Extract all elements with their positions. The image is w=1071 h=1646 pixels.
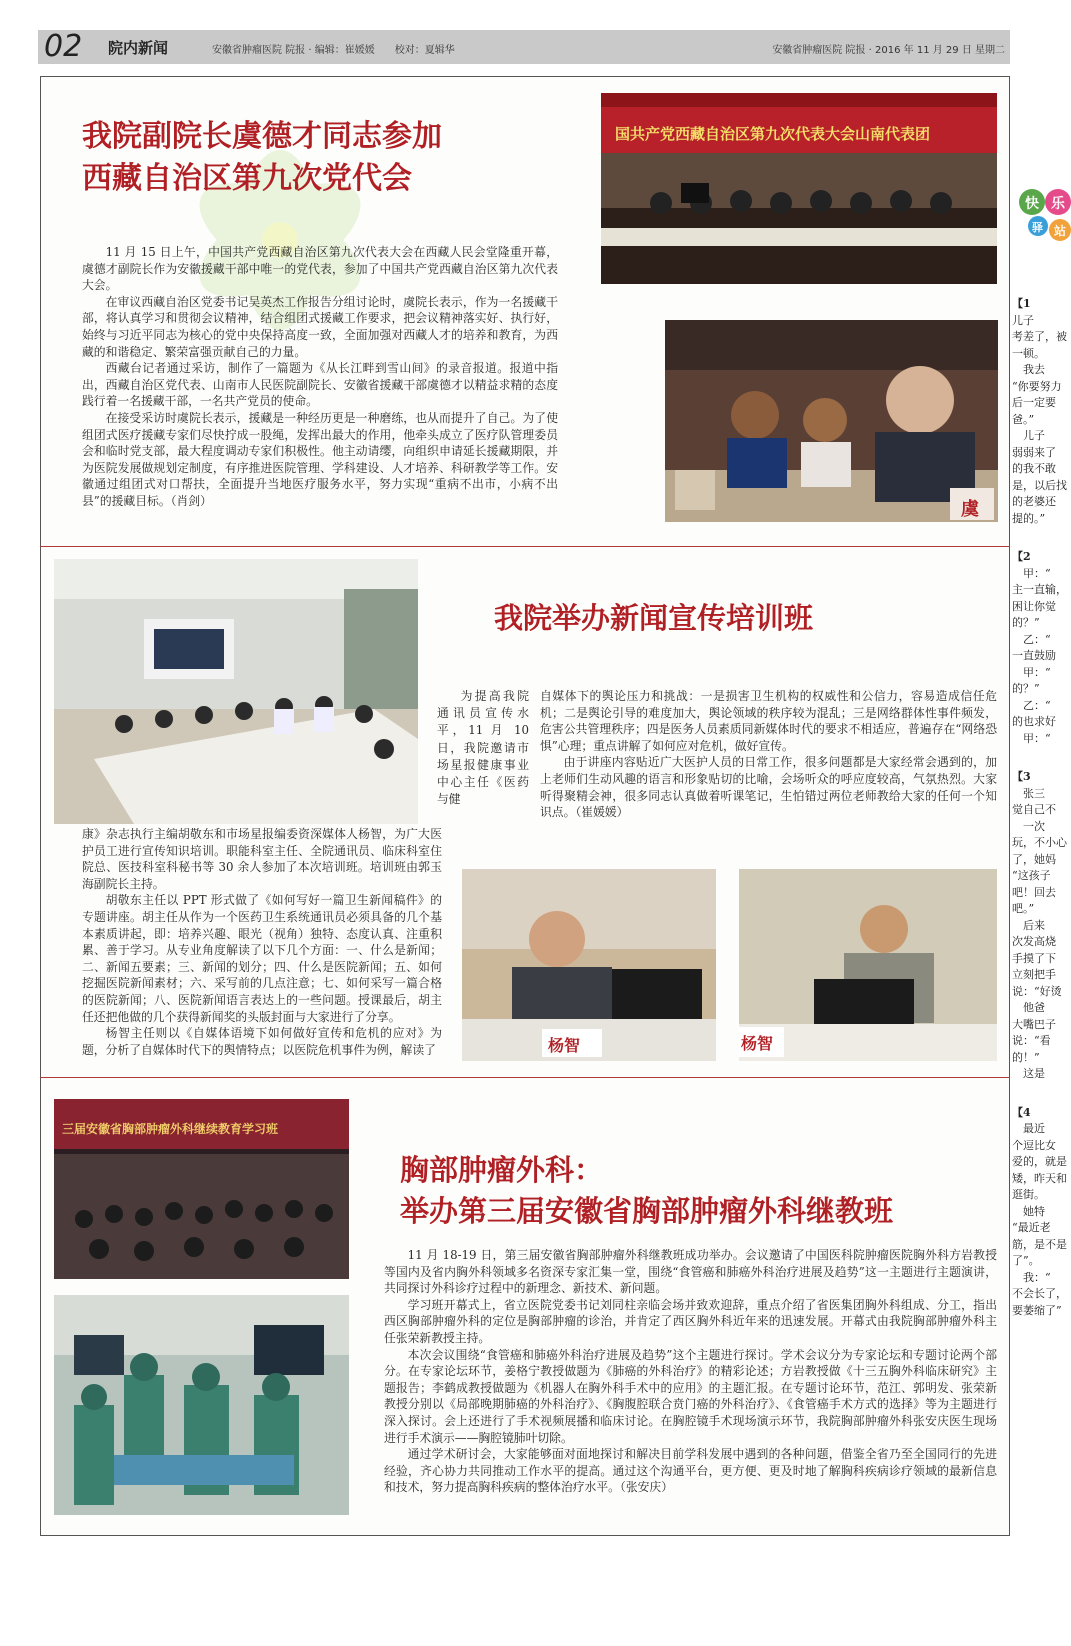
joke-line: 甲：“ — [1012, 731, 1051, 745]
joke-line: 吧。” — [1012, 902, 1035, 915]
joke-line: 乙：“ — [1012, 698, 1051, 712]
joke-line: 说：“看 — [1012, 1034, 1051, 1047]
article1-para: 11 月 15 日上午，中国共产党西藏自治区第九次代表大会在西藏人民会堂隆重开幕，虞德才副院长作为安徽援藏干部中唯一的党代表，参加了中国共产党西藏自治区第九次代表大会。 — [82, 245, 558, 293]
article3-body — [384, 1247, 997, 1496]
section-title: 院内新闻 — [108, 39, 169, 57]
joke-line: 主一直输， — [1012, 583, 1067, 596]
joke-heading: 【1 — [1012, 297, 1031, 310]
nameplate-text: 杨智 — [548, 1036, 581, 1055]
joke-line: 次发高烧 — [1012, 935, 1056, 948]
page-number: 02 — [44, 29, 83, 64]
joke-line: 了”。 — [1012, 1254, 1040, 1267]
divider — [40, 546, 1010, 547]
joke-line: 不会长了， — [1012, 1287, 1067, 1300]
joke-line: 说：“好烫 — [1012, 984, 1062, 998]
joke-line: “这孩子 — [1012, 869, 1051, 882]
article3-title-line1: 胸部肿瘤外科： — [400, 1153, 604, 1187]
joke-line: 张三 — [1012, 786, 1045, 800]
joke-line: 的？” — [1012, 616, 1040, 629]
header-right-meta: 安徽省肿瘤医院 院报 · 2016 年 11 月 29 日 星期二 — [772, 45, 1005, 56]
joke-line: 后来 — [1012, 918, 1045, 932]
joke-line: 考差了，被 — [1012, 330, 1067, 343]
article1-title-line2: 西藏自治区第九次党代会 — [82, 161, 412, 196]
joke-line: 爸。” — [1012, 412, 1035, 426]
joke-line: 最近 — [1012, 1122, 1045, 1135]
article1-title — [82, 116, 442, 200]
joke-line: 这是 — [1012, 1067, 1045, 1080]
article2-photo-speaker1 — [462, 869, 716, 1061]
article3-title-line2: 举办第三届安徽省胸部肿瘤外科继教班 — [400, 1194, 894, 1228]
joke-line: 吧！回去 — [1012, 885, 1056, 899]
article1-title-line1: 我院副院长虞德才同志参加 — [82, 119, 442, 154]
header-left-meta: 安徽省肿瘤医院 院报 · 编辑：崔媛媛 校对：夏辑华 — [212, 45, 455, 56]
article2-para: 康》杂志执行主编胡敬东和市场星报编委资深媒体人杨智，为广大医护员工进行宣传知识培训。职能科室主任、全院通讯员、临床科室住院总、医技科室科秘书等 30 余人参加了本次培训班。培训班由郭玉海副院长主持。 — [82, 827, 442, 891]
article3-title — [400, 1150, 893, 1232]
joke-line: 一顿。 — [1012, 346, 1045, 360]
article2-narrow-text: 为提高我院通讯员宣传水平，11 月 10 日，我院邀请市场星报健康事业中心主任《医药与健 — [437, 689, 529, 807]
joke-line: 的！” — [1012, 1050, 1040, 1064]
article2-narrow-col — [437, 688, 529, 808]
joke-line: 手摸了下 — [1012, 951, 1056, 965]
article3-para: 学习班开幕式上，省立医院党委书记刘同柱亲临会场并致欢迎辞，重点介绍了省医集团胸外科组成、分工，指出西区胸部肿瘤外科的定位是胸部肿瘤的诊治，并肯定了西区胸外科近年来的迅速发展。开幕式由我院胸部肿瘤外科主任张荣新教授主持。 — [384, 1297, 997, 1345]
photo-banner-text: 三届安徽省胸部肿瘤外科继续教育学习班 — [62, 1122, 279, 1136]
joke-line: 甲：“ — [1012, 665, 1051, 679]
photo-banner-text: 国共产党西藏自治区第九次代表大会山南代表团 — [615, 125, 931, 143]
joke-line: 儿子 — [1012, 429, 1045, 442]
joke-line: 我：“ — [1012, 1270, 1051, 1284]
joke-line: 他爸 — [1012, 1001, 1045, 1014]
joke-line: 的也求好 — [1012, 715, 1056, 728]
joke-line: 大嘴巴子 — [1012, 1017, 1056, 1031]
article2-para: 自媒体下的舆论压力和挑战：一是损害卫生机构的权威性和公信力，容易造成信任危机；二是舆论引导的难度加大，舆论领域的秩序较为混乱；三是网络群体性事件频发，危害公共管理秩序；四是医务人员素质同新媒体时代的要求不相适应，普遍存在“网络恐惧”心理；重点讲解了如何应对危机，做好宣传。 — [540, 689, 997, 753]
nameplate-text: 杨智 — [741, 1034, 774, 1053]
joke-line: 是，以后找 — [1012, 478, 1067, 492]
joke-line: 她特 — [1012, 1204, 1045, 1218]
joke-heading: 【4 — [1012, 1105, 1031, 1119]
article2-para: 胡敬东主任以 PPT 形式做了《如何写好一篇卫生新闻稿件》的专题讲座。胡主任从作为一个医药卫生系统通讯员必须具备的几个基本素质讲起，即：培养兴趣、眼光（视角）独特、态度认真、注重积累、善于学习。从专业角度解读了以下几个方面：一、什么是新闻；二、新闻五要素；三、新闻的划分；四、什么是医院新闻；五、如何挖掘医院新闻素材；六、采写前的几点注意；七、如何采写一篇合格的医院新闻；八、医院新闻语言表达上的一些问题。授课最后，胡主任还把他做的几个获得新闻奖的头版封面与大家进行了分享。 — [82, 893, 442, 1024]
joke-line: 后一定要 — [1012, 396, 1056, 409]
article2-para: 由于讲座内容贴近广大医护人员的日常工作，很多问题都是大家经常会遇到的，加上老师们生动风趣的语言和形象贴切的比喻，会场听众的呼应度较高，气氛热烈。大家听得聚精会神，很多同志认真做着听课笔记，生怕错过两位老师教给大家的任何一个知识点。（崔媛媛） — [540, 755, 997, 820]
article1-body — [82, 244, 558, 510]
joke-line: “最近老 — [1012, 1221, 1051, 1234]
joke-line: 逛街。 — [1012, 1188, 1045, 1201]
joke-line: 立刻把手 — [1012, 968, 1056, 981]
badge-char: 快 — [1025, 196, 1039, 212]
article1-para: 西藏台记者通过采访，制作了一篇题为《从长江畔到雪山间》的录音报道。报道中指出，西藏自治区党代表、山南市人民医院副院长、安徽省援藏干部虞德才以精益求精的态度践行着一名援藏干部，一名共产党员的使命。 — [82, 361, 558, 409]
article3-photo-surgery — [54, 1295, 349, 1515]
joke-heading: 【3 — [1012, 770, 1031, 783]
badge-char: 驿 — [1032, 221, 1043, 234]
article2-photo-speaker2 — [739, 869, 997, 1061]
joke-line: 筋，是不是 — [1012, 1237, 1067, 1251]
joke-line: 觉自己不 — [1012, 803, 1056, 816]
article1-para: 在审议西藏自治区党委书记吴英杰工作报告分组讨论时，虞院长表示，作为一名援藏干部，将认真学习和贯彻会议精神，结合组团式援藏工作要求，把会议精神落实好、执行好，始终与习近平同志为核心的党中央保持高度一致，全面加强对西藏人才的培养和教育，为西藏的和谐稳定、繁荣富强贡献自己的力量。 — [82, 294, 558, 359]
joke-line: 的？” — [1012, 682, 1040, 695]
joke-line: 弱弱来了 — [1012, 445, 1056, 459]
article1-photo-delegates — [665, 320, 998, 522]
article2-body-right — [540, 688, 997, 821]
jokes-column — [1012, 296, 1071, 1646]
joke-line: 乙：“ — [1012, 632, 1051, 646]
article2-body-left — [82, 826, 442, 1058]
joke-line: 的我不敢 — [1012, 462, 1056, 475]
happy-station-badge — [1018, 186, 1071, 256]
article1-photo-congress — [601, 93, 997, 284]
joke-line: 提的。” — [1012, 511, 1046, 525]
joke-line: 一直鼓励 — [1012, 649, 1056, 662]
joke-heading: 【2 — [1012, 550, 1031, 563]
joke-line: 了，她妈 — [1012, 852, 1056, 866]
joke-line: 爱的，就是 — [1012, 1155, 1067, 1168]
joke-line: 我去 — [1012, 363, 1045, 376]
joke-line: 儿子 — [1012, 313, 1034, 327]
article2-para: 杨智主任则以《自媒体语境下如何做好宣传和危机的应对》为题，分析了自媒体时代下的舆情特点；以医院危机事件为例，解读了 — [82, 1026, 442, 1057]
joke-line: 个逗比女 — [1012, 1138, 1056, 1152]
article3-para: 11 月 18-19 日，第三届安徽省胸部肿瘤外科继教班成功举办。会议邀请了中国医科院肿瘤医院胸外科方岩教授等国内及省内胸外科领域多名资深专家汇集一堂，围绕“食管癌和肺癌外科治疗进展及趋势”这一主题进行主题演讲，共同探讨外科诊疗过程中的新理念、新技术、新问题。 — [384, 1248, 997, 1296]
article3-para: 通过学术研讨会，大家能够面对面地探讨和解决目前学科发展中遇到的各种问题，借鉴全省乃至全国同行的先进经验，齐心协力共同推动工作水平的提高。通过这个沟通平台，更方便、更及时地了解胸科疾病诊疗领域的最新信息和技术，努力提高胸科疾病的整体治疗水平。（张安庆） — [384, 1447, 997, 1495]
joke-line: 一次 — [1012, 819, 1045, 833]
divider — [40, 1077, 1010, 1078]
page-header — [0, 0, 1071, 70]
article1-para: 在接受采访时虞院长表示，援藏是一种经历更是一种磨练，也从而提升了自己。为了使组团式医疗援藏专家们尽快拧成一股绳，发挥出最大的作用，他牵头成立了医疗队管理委员会和临时党支部，最大程度调动专家们积极性。他主动请缨，向组织申请延长援藏期限，并为医院发展做规划定制度，有序推进医院管理、学科建设、人才培养、科研教学等工作。安徽通过组团式对口帮扶，全面提升当地医疗服务水平，努力实现“重病不出市，小病不出县”的援藏目标。（肖剑） — [82, 410, 558, 508]
nameplate-text: 虞 — [961, 499, 979, 520]
article2-photo-classroom — [54, 559, 418, 824]
joke-line: 的老婆还 — [1012, 495, 1056, 508]
joke-line: 要萎缩了” — [1012, 1303, 1062, 1317]
badge-char: 乐 — [1051, 196, 1065, 212]
joke-line: 甲：“ — [1012, 566, 1051, 580]
joke-line: 玩，不小心 — [1012, 836, 1067, 849]
article2-title: 我院举办新闻宣传培训班 — [494, 601, 814, 635]
joke-line: “你要努力 — [1012, 379, 1062, 393]
badge-char: 站 — [1054, 224, 1067, 238]
article3-photo-auditorium — [54, 1099, 349, 1279]
joke-line: 困让你觉 — [1012, 599, 1056, 613]
joke-line: 矮，昨天和 — [1012, 1171, 1067, 1185]
article3-para: 本次会议围绕“食管癌和肺癌外科治疗进展及趋势”这个主题进行探讨。学术会议分为专家论坛和专题讨论两个部分。在专家论坛环节，姜格宁教授做题为《肺癌的外科治疗》的精彩论述；方岩教授做《十三五胸外科临床研究》主题报告；李鹤成教授做题为《机器人在胸外科手术中的应用》的主题汇报。在专题讨论环节，范江、郭明发、张荣新教授分别以《局部晚期肺癌的外科治疗》、《胸腹腔联合贲门癌的外科治疗》、《食管癌手术方式的选择》等为主题进行深入探讨。会上还进行了手术视频展播和临床讨论。在胸腔镜手术现场演示环节，我院胸部肿瘤外科张安庆医生现场进行手术演示——胸腔镜肺叶切除。 — [384, 1347, 997, 1445]
